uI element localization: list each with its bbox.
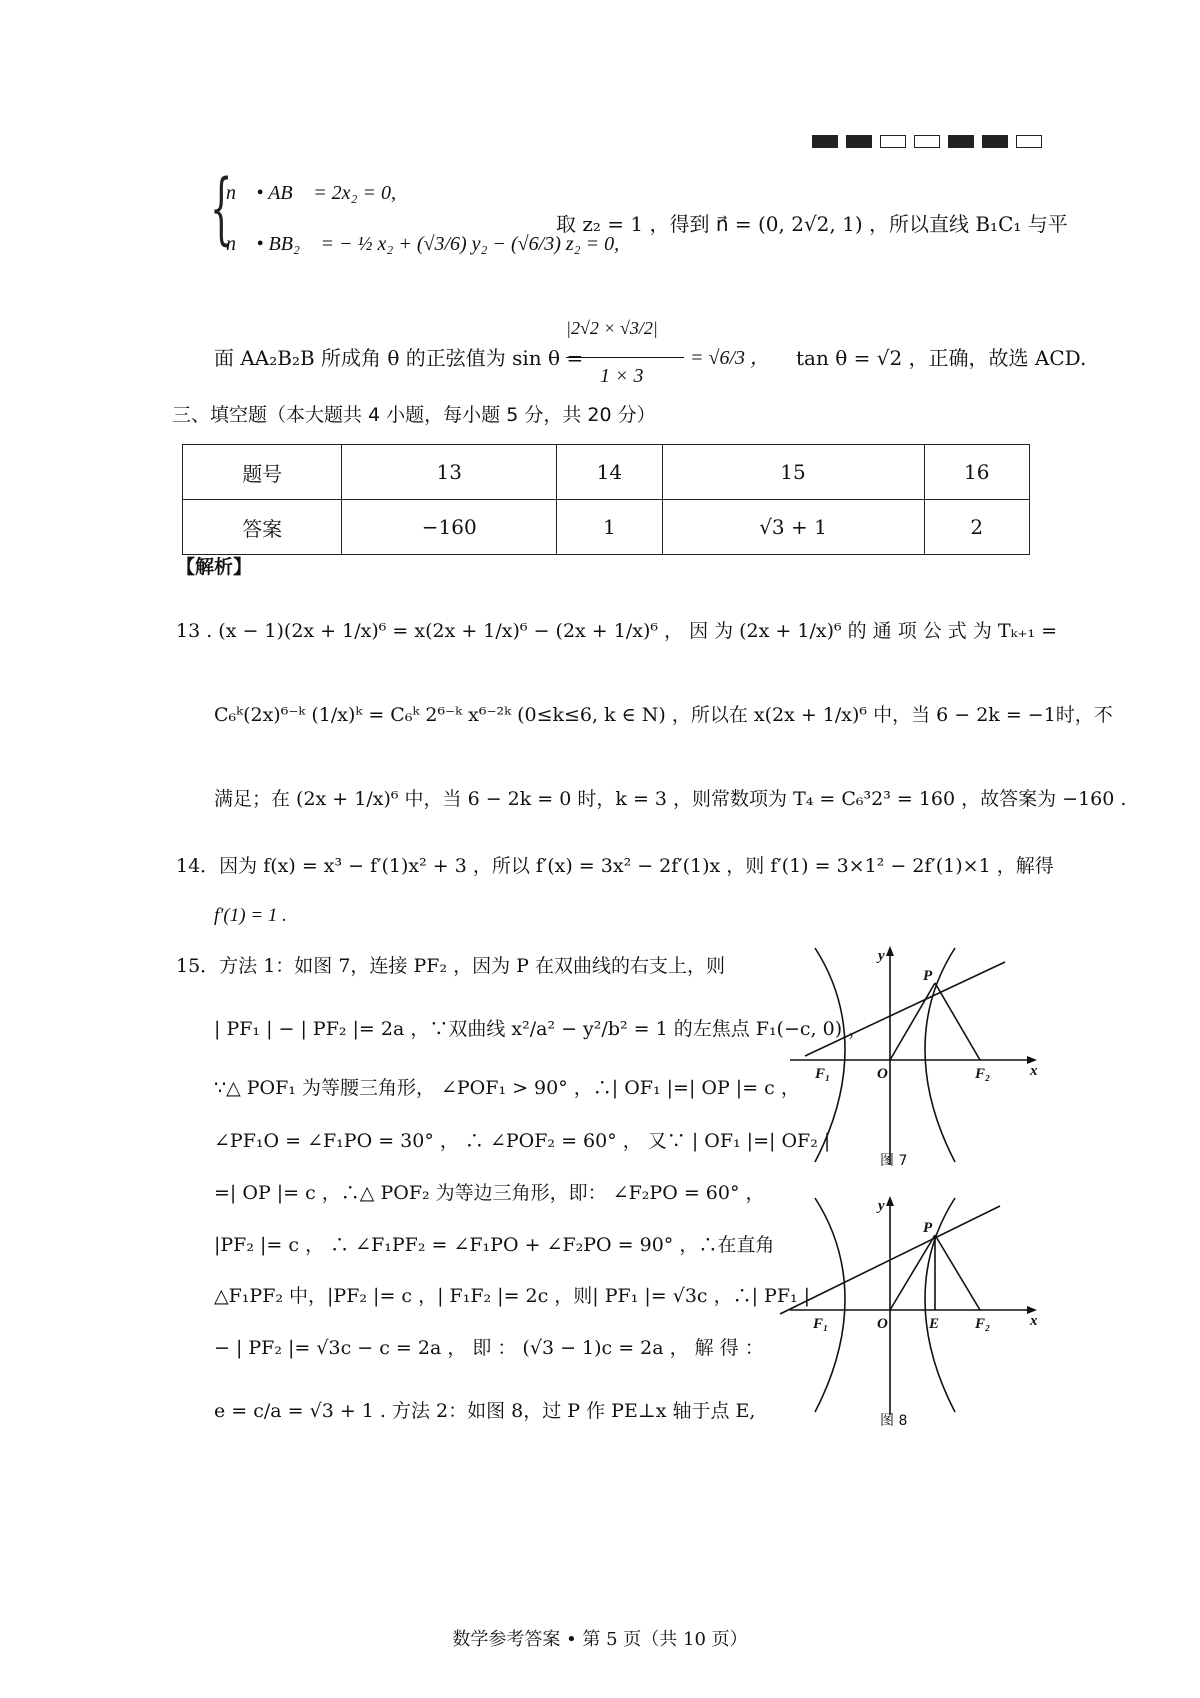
table-cell: 2 (924, 500, 1030, 555)
system-continuation: 取 z₂ = 1 ，得到 n⃗ = (0, 2√2, 1) ，所以直线 B₁C₁ 与平 (556, 212, 1068, 236)
figure-7 (775, 940, 1045, 1170)
q15-line: 15．方法 1：如图 7，连接 PF₂ ，因为 P 在双曲线的右支上，则 (176, 955, 725, 977)
header-mark (1016, 135, 1042, 148)
sine-prefix: 面 AA₂B₂B 所成角 θ 的正弦值为 sin θ = (214, 346, 584, 370)
label-P: P (923, 1220, 933, 1236)
header-mark (812, 135, 838, 148)
header-marks (812, 135, 1042, 148)
figure-8 (775, 1190, 1045, 1420)
label-P: P (923, 968, 933, 984)
label-F1: F₁ (815, 1066, 831, 1082)
answer-table (182, 444, 1030, 555)
table-row (183, 500, 1030, 555)
sine-denominator: 1 × 3 (600, 365, 644, 387)
label-y: y (878, 1198, 885, 1214)
q15-line: − | PF₂ |= √3c − c = 2a ， 即 ： (√3 − 1)c = 2a ， 解 得 ： (214, 1337, 764, 1359)
system-eq2: n⃗ • BB₂⃗ = − ½ x₂ + (√3/6) y₂ − (√6/3) z₂ = 0, (226, 233, 620, 255)
table-cell: 13 (342, 445, 557, 500)
hyperbola-left-branch (815, 948, 845, 1162)
table-cell: 1 (557, 500, 662, 555)
system-brace: { (210, 164, 233, 254)
table-row (183, 445, 1030, 500)
y-axis-arrow (886, 946, 894, 956)
header-mark (914, 135, 940, 148)
segment-OP (890, 1235, 935, 1310)
analysis-title: 【解析】 (176, 556, 253, 578)
q14-line2: f′(1) = 1 . (214, 905, 287, 926)
page-footer: 数学参考答案 • 第 5 页（共 10 页） (452, 1629, 748, 1650)
q14-line1: 14．因为 f(x) = x³ − f′(1)x² + 3 ，所以 f′(x) = 3x² − 2f′(1)x ，则 f′(1) = 3×1² − 2f′(1)×1 ，解得 (176, 855, 1054, 877)
header-mark (880, 135, 906, 148)
table-header-cell: 题号 (183, 445, 342, 500)
table-cell: 15 (662, 445, 924, 500)
q15-line: ∠PF₁O = ∠F₁PO = 30° ， ∴ ∠POF₂ = 60° ， 又∵ | OF₁ |=| OF₂ | (214, 1130, 831, 1152)
fraction-bar (566, 357, 684, 358)
q13-line3: 满足；在 (2x + 1/x)⁶ 中，当 6 − 2k = 0 时，k = 3 ，则常数项为 T₄ = C₆³2³ = 160 ，故答案为 −160 . (214, 788, 1127, 810)
system-eq1: n⃗ • AB⃗ = 2x₂ = 0, (226, 182, 397, 204)
label-F2: F₂ (975, 1316, 991, 1332)
q15-line: =| OP |= c ，∴△ POF₂ 为等边三角形，即： ∠F₂PO = 60° ， (214, 1182, 765, 1204)
header-mark (846, 135, 872, 148)
figure7-caption: 图 7 (880, 1153, 908, 1169)
q15-line: △F₁PF₂ 中，|PF₂ |= c ，| F₁F₂ |= 2c ，则| PF₁ |= √3c ，∴| PF₁ | (214, 1285, 811, 1307)
label-E: E (929, 1316, 940, 1332)
q13-line2: C₆ᵏ(2x)⁶⁻ᵏ (1/x)ᵏ = C₆ᵏ 2⁶⁻ᵏ x⁶⁻²ᵏ (0≤k≤6, k ∈ N) ，所以在 x(2x + 1/x)⁶ 中，当 6 − 2k = −1时，不 (214, 704, 1113, 726)
label-x: x (1030, 1063, 1038, 1079)
q15-line: | PF₁ | − | PF₂ |= 2a ，∵双曲线 x²/a² − y²/b² = 1 的左焦点 F₁(−c, 0) ， (214, 1018, 868, 1040)
line-F1P (805, 962, 1005, 1056)
label-F1: F₁ (813, 1316, 829, 1332)
label-x: x (1030, 1313, 1038, 1329)
table-cell: −160 (342, 500, 557, 555)
y-axis-arrow (886, 1196, 894, 1206)
label-F2: F₂ (975, 1066, 991, 1082)
q15-line: e = c/a = √3 + 1 . 方法 2：如图 8，过 P 作 PE⊥x 轴于点 E, (214, 1400, 756, 1422)
section-title: 三、填空题（本大题共 4 小题，每小题 5 分，共 20 分） (172, 404, 656, 426)
sine-rest: tan θ = √2 ，正确，故选 ACD. (796, 346, 1087, 370)
header-mark (982, 135, 1008, 148)
segment-PF2 (935, 1235, 980, 1310)
segment-OP (890, 983, 935, 1060)
q15-line: |PF₂ |= c ， ∴ ∠F₁PF₂ = ∠F₁PO + ∠F₂PO = 90° ，∴在直角 (214, 1234, 775, 1256)
hyperbola-left-branch (815, 1198, 845, 1412)
q13-line1: 13 . (x − 1)(2x + 1/x)⁶ = x(2x + 1/x)⁶ − (2x + 1/x)⁶ ， 因 为 (2x + 1/x)⁶ 的 通 项 公 式 为 Tₖ₊₁ = (176, 620, 1058, 642)
table-header-cell: 答案 (183, 500, 342, 555)
label-y: y (878, 948, 885, 964)
header-mark (948, 135, 974, 148)
figure8-caption: 图 8 (880, 1413, 908, 1429)
label-O: O (877, 1316, 888, 1332)
table-cell: 14 (557, 445, 662, 500)
label-O: O (877, 1066, 888, 1082)
sine-equals: = √6/3 ， (690, 347, 771, 369)
segment-PF2 (935, 983, 980, 1060)
sine-numerator: |2√2 × √3/2| (566, 318, 658, 338)
table-cell: √3 + 1 (662, 500, 924, 555)
table-cell: 16 (924, 445, 1030, 500)
q15-line: ∵△ POF₁ 为等腰三角形， ∠POF₁ > 90° ，∴| OF₁ |=| OP |= c ， (214, 1077, 800, 1099)
